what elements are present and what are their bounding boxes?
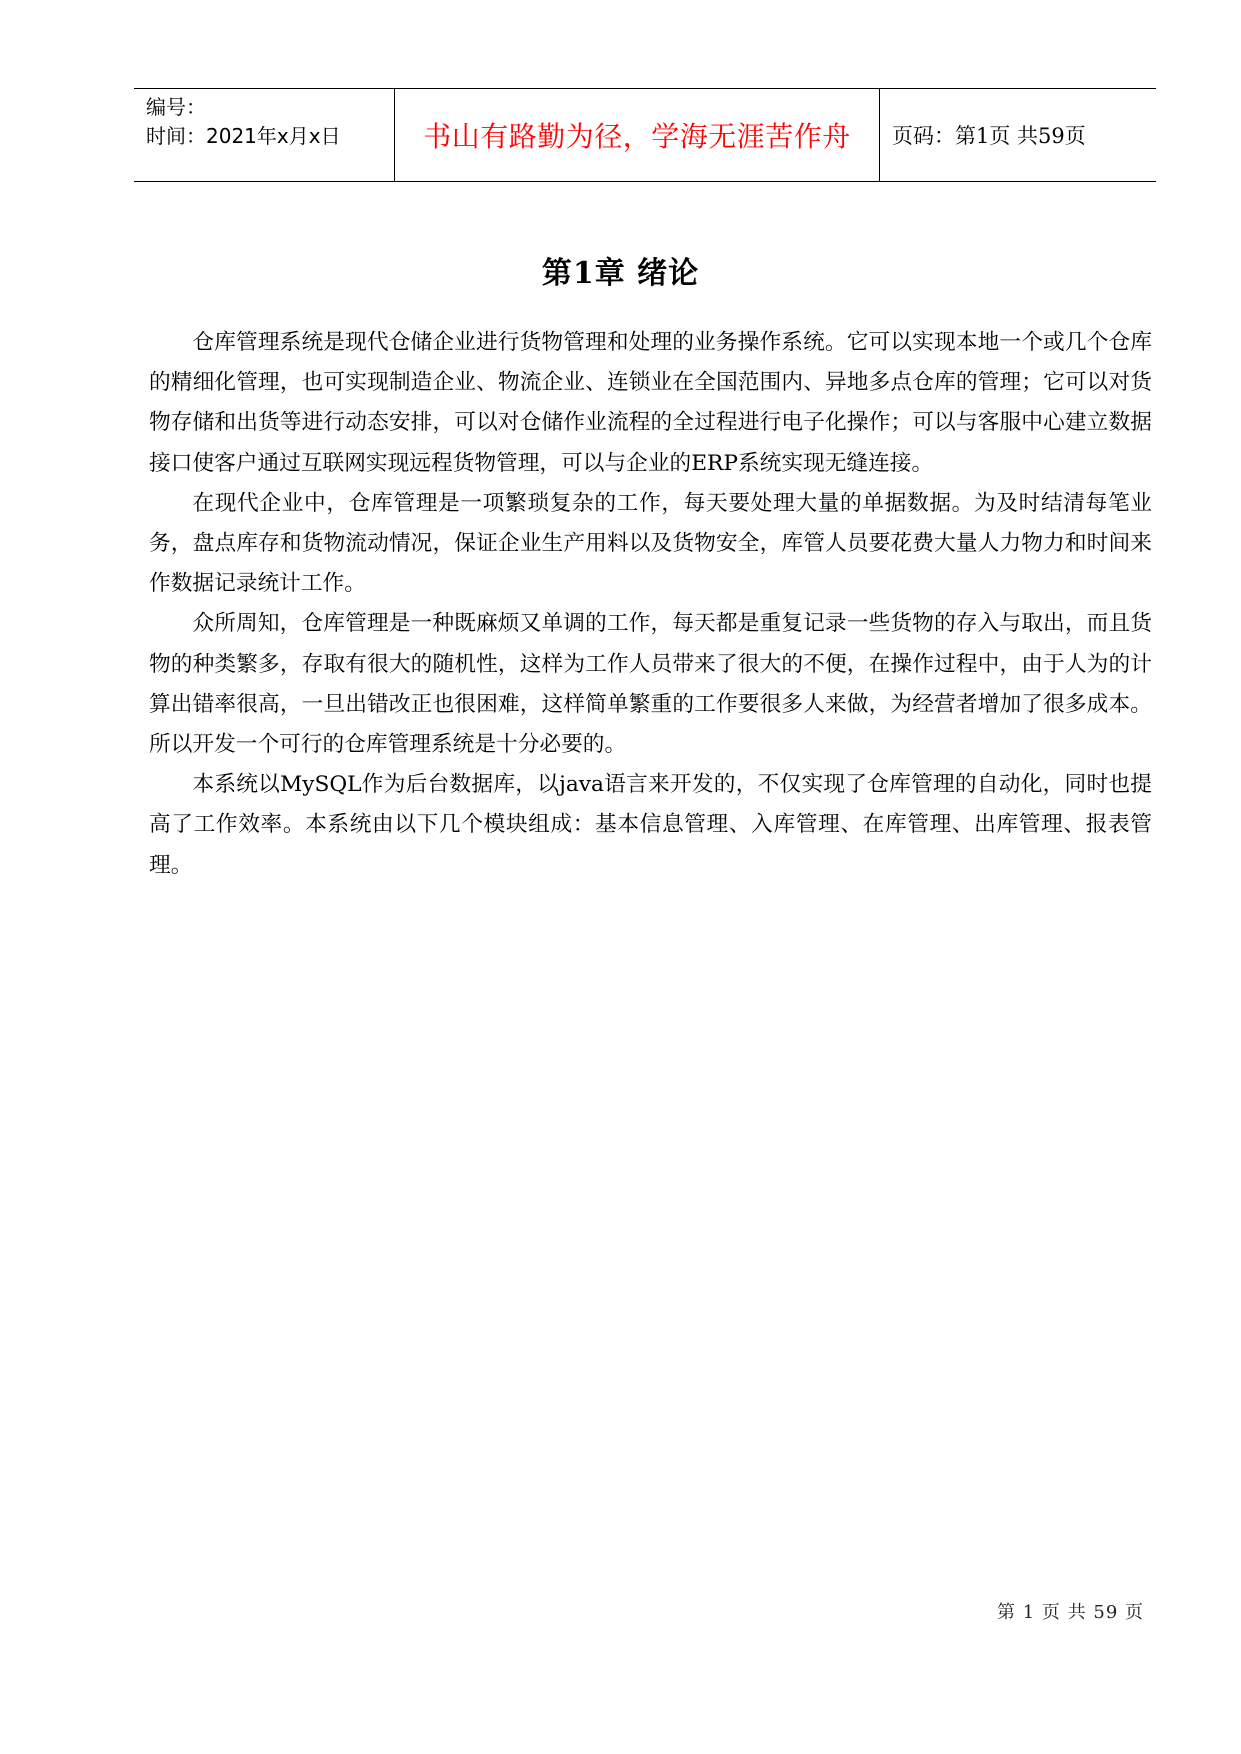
paragraph: 众所周知，仓库管理是一种既麻烦又单调的工作，每天都是重复记录一些货物的存入与取出，而且货物的种类繁多，存取有很大的随机性，这样为工作人员带来了很大的不便，在操作过程中，由于人为的计算出错率很高，一旦出错改正也很困难，这样简单繁重的工作要很多人来做，为经营者增加了很多成本。所以开发一个可行的仓库管理系统是十分必要的。 <box>149 611 1152 758</box>
document-header <box>134 88 1156 182</box>
time-label: 时间：2021年x月x日 <box>146 124 341 148</box>
paragraph: 仓库管理系统是现代仓储企业进行货物管理和处理的业务操作系统。它可以实现本地一个或几个仓库的精细化管理，也可实现制造企业、物流企业、连锁业在全国范围内、异地多点仓库的管理；它可以对货物存储和出货等进行动态安排，可以对仓储作业流程的全过程进行电子化操作；可以与客服中心建立数据接口使客户通过互联网实现远程货物管理，可以与企业的ERP系统实现无缝连接。 <box>149 330 1152 476</box>
paragraph: 本系统以MySQL作为后台数据库，以java语言来开发的，不仅实现了仓库管理的自动化，同时也提高了工作效率。本系统由以下几个模块组成：基本信息管理、入库管理、在库管理、出库管理、报表管理。 <box>149 772 1152 878</box>
header-motto: 书山有路勤为径，学海无涯苦作舟 <box>395 89 880 181</box>
page-footer: 第 1 页 共 59 页 <box>997 1602 1144 1623</box>
chapter-title: 第1章 绪论 <box>541 256 700 291</box>
paragraph: 在现代企业中，仓库管理是一项繁琐复杂的工作，每天要处理大量的单据数据。为及时结清每笔业务，盘点库存和货物流动情况，保证企业生产用料以及货物安全，库管人员要花费大量人力物力和时间来作数据记录统计工作。 <box>149 490 1152 597</box>
header-page-info: 页码：第1页 共59页 <box>892 124 1086 148</box>
document-body <box>149 323 1152 886</box>
serial-number-label: 编号： <box>146 95 206 119</box>
header-meta-cell <box>134 89 395 181</box>
